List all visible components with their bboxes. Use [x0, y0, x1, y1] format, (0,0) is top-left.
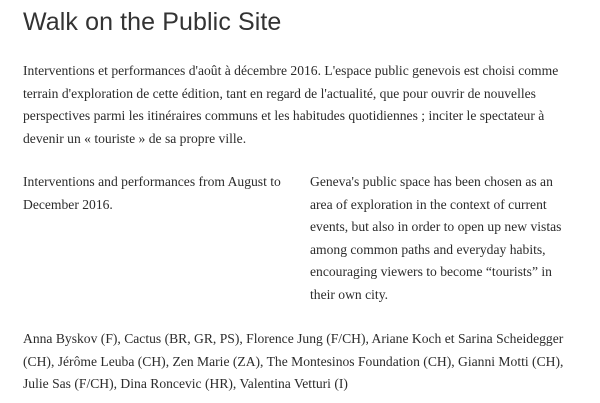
intro-french-paragraph: Interventions et performances d'août à décembre 2016. L'espace public genevois est choisi comme terrain d'exploration de cette édition, tant en regard de l'actualité, que pour ouvrir de nouvelles perspectives parmi les itinéraires communs et les habitudes quotidiennes ; inciter le spectateur à devenir un « touriste » de sa propre ville. — [23, 63, 559, 146]
english-intro-left: Interventions and performances from August to December 2016. — [23, 174, 281, 212]
english-intro-right: Geneva's public space has been chosen as an area of exploration in the context of current events, but also in order to open up new vistas among common paths and everyday habits, encouraging viewers to become “tourists” in their own city. — [310, 174, 562, 302]
page-title: Walk on the Public Site — [23, 8, 282, 36]
artists-list: Anna Byskov (F), Cactus (BR, GR, PS), Florence Jung (F/CH), Ariane Koch et Sarina Scheidegger (CH), Jérôme Leuba (CH), Zen Marie (ZA), The Montesinos Foundation (CH), Gianni Motti (CH), Julie Sas (F/CH), Dina Roncevic (HR), Valentina Vetturi (I) — [23, 331, 564, 391]
english-section — [23, 171, 583, 306]
article — [23, 0, 583, 396]
